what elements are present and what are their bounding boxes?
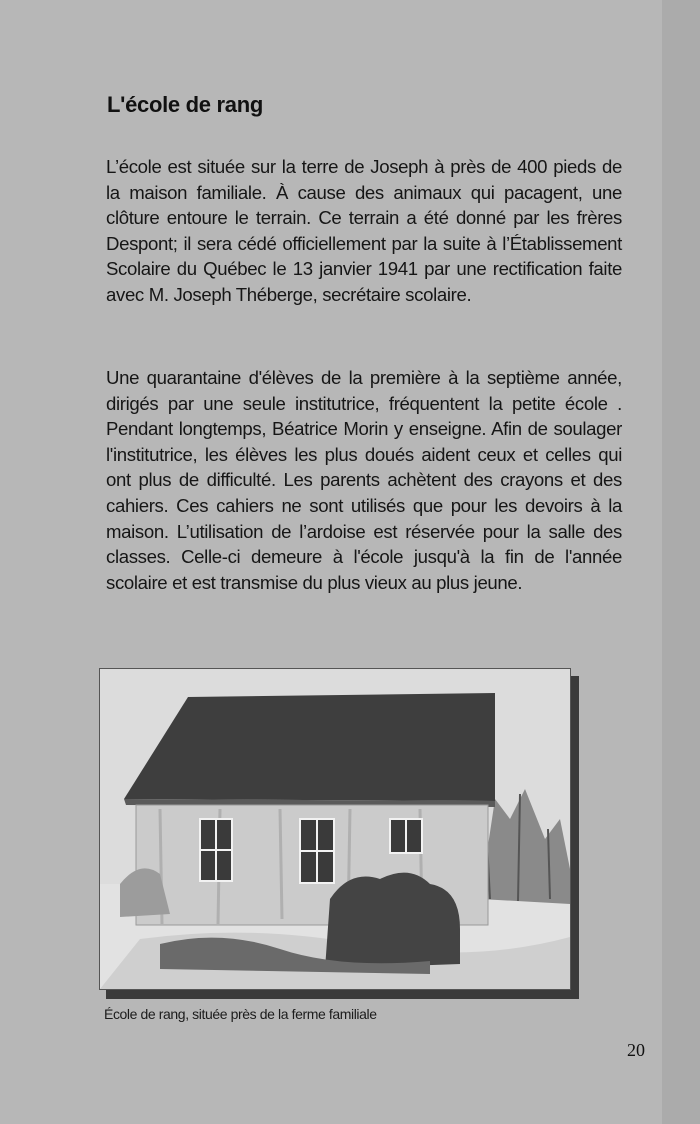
- schoolhouse-illustration: [100, 669, 570, 989]
- section-title: L'école de rang: [107, 92, 263, 117]
- photo-caption: École de rang, située près de la ferme familiale: [104, 1006, 377, 1022]
- paragraph-2: Une quarantaine d'élèves de la première à la septième année, dirigés par une seule institutrice, fréquentent la petite école . Pendant longtemps, Béatrice Morin y enseigne. Afin de soulager l'institutrice, les élèves les plus doués aident ceux et celles qui ont plus de difficulté. Les parents achètent des crayons et des cahiers. Ces cahiers ne sont utilisés que pour les devoirs à la maison. L’utilisation de l’ardoise est réservée pour la salle des classes. Celle-ci demeure à l'école jusqu'à la fin de l'année scolaire et est transmise du plus vieux au plus jeune.: [106, 367, 622, 593]
- schoolhouse-photo: [99, 668, 571, 990]
- page-edge: [662, 0, 700, 1124]
- paragraph-1: L’école est située sur la terre de Joseph à près de 400 pieds de la maison familiale. À cause des animaux qui pacagent, une clôture entoure le terrain. Ce terrain a été donné par les frères Despont; il sera cédé officiellement par la suite à l’Établissement Scolaire du Québec le 13 janvier 1941 par une rectification faite avec M. Joseph Théberge, secrétaire scolaire.: [106, 156, 622, 305]
- page-number: 20: [627, 1040, 645, 1060]
